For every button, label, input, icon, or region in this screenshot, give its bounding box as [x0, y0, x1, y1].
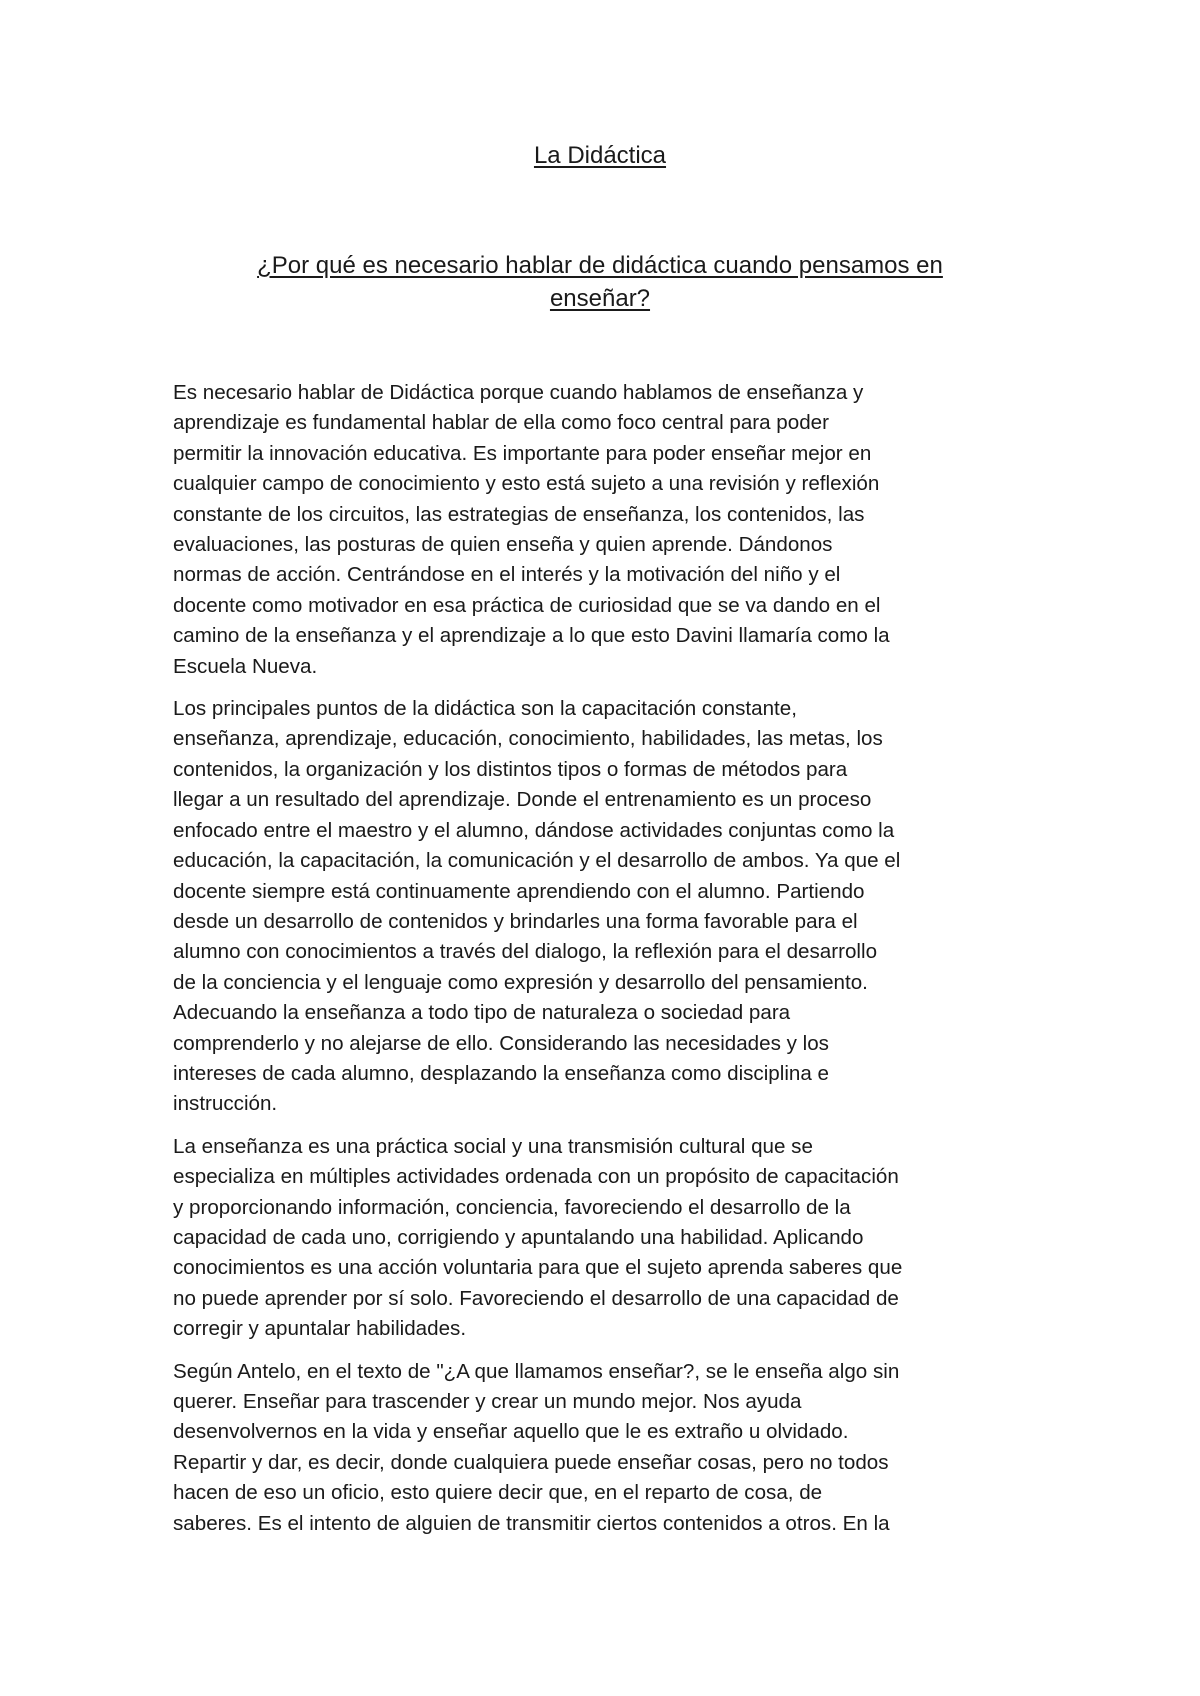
document-title: La Didáctica — [533, 142, 667, 169]
section-question-heading: ¿Por qué es necesario hablar de didáctica cuando pensamos en enseñar? — [257, 252, 943, 312]
paragraph-4: Según Antelo, en el texto de "¿A que llamamos enseñar?, se le enseña algo sin querer. Enseñar para trascender y crear un mundo mejor. Nos ayuda desenvolvernos en la vida y enseñar aquello que le es extraño u olvidado. Repartir y dar, es decir, donde cualquiera puede enseñar cosas, pero no todos hacen de eso un oficio, esto quiere decir que, en el reparto de cosa, de saberes. Es el intento de alguien de transmitir ciertos contenidos a otros. En la — [173, 1359, 900, 1535]
paragraph-3: La enseñanza es una práctica social y una transmisión cultural que se especializa en múltiples actividades ordenada con un propósito de capacitación y proporcionando información, conciencia, favoreciendo el desarrollo de la capacidad de cada uno, corrigiendo y apuntalando una habilidad. Aplicando conocimientos es una acción voluntaria para que el sujeto aprenda saberes que no puede aprender por sí solo. Favoreciendo el desarrollo de una capacidad de corregir y apuntalar habilidades. — [173, 1134, 903, 1341]
paragraph-1: Es necesario hablar de Didáctica porque cuando hablamos de enseñanza y aprendizaje es fundamental hablar de ella como foco central para poder permitir la innovación educativa. Es importante para poder enseñar mejor en cualquier campo de conocimiento y esto está sujeto a una revisión y reflexión constante de los circuitos, las estrategias de enseñanza, los contenidos, las evaluaciones, las posturas de quien enseña y quien aprende. Dándonos normas de acción. Centrándose en el interés y la motivación del niño y el docente como motivador en esa práctica de curiosidad que se va dando en el camino de la enseñanza y el aprendizaje a lo que esto Davini llamaría como la Escuela Nueva. — [173, 381, 890, 678]
paragraph-2: Los principales puntos de la didáctica son la capacitación constante, enseñanza, aprendizaje, educación, conocimiento, habilidades, las metas, los contenidos, la organización y los distintos tipos o formas de métodos para llegar a un resultado del aprendizaje. Donde el entrenamiento es un proceso enfocado entre el maestro y el alumno, dándose actividades conjuntas como la educación, la capacitación, la comunicación y el desarrollo de ambos. Ya que el docente siempre está continuamente aprendiendo con el alumno. Partiendo desde un desarrollo de contenidos y brindarles una forma favorable para el alumno con conocimientos a través del dialogo, la reflexión para el desarrollo de la conciencia y el lenguaje como expresión y desarrollo del pensamiento. Adecuando la enseñanza a todo tipo de naturaleza o sociedad para comprenderlo y no alejarse de ello. Considerando las necesidades y los intereses de cada alumno, desplazando la enseñanza como disciplina e instrucción. — [173, 697, 901, 1116]
document-body — [173, 378, 1043, 1551]
